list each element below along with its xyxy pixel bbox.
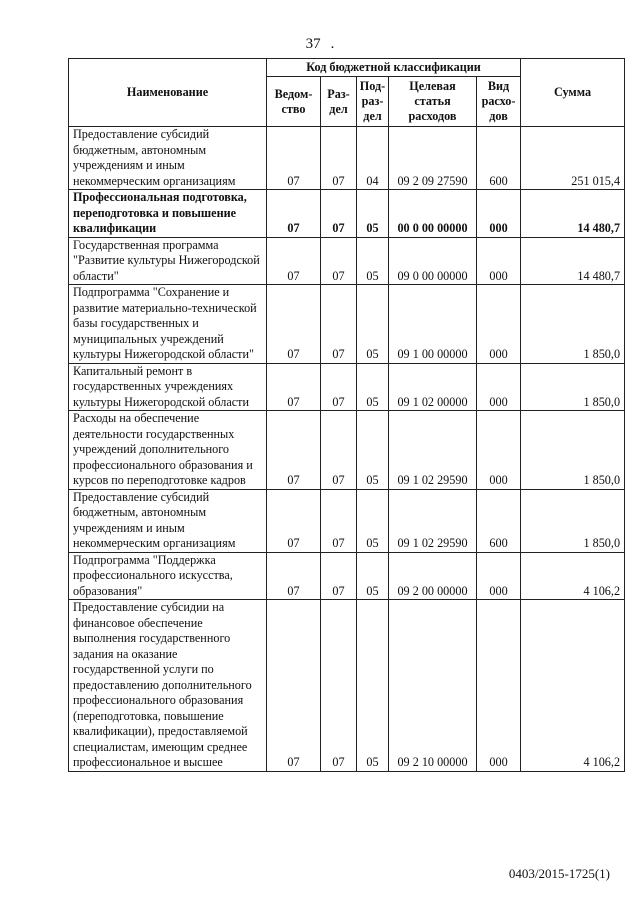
row-dept: 07 [267, 489, 321, 552]
row-exp-type: 000 [477, 190, 521, 238]
header-sum: Сумма [521, 59, 625, 127]
row-name: Предоставление субсидий бюджетным, автономным учреждениям и иным некоммерческим организациям [69, 489, 267, 552]
row-exp-type: 000 [477, 363, 521, 411]
table-row [69, 489, 625, 552]
page-mark: . [330, 36, 335, 52]
row-sum: 4 106,2 [521, 552, 625, 600]
row-name: Подпрограмма "Сохранение и развитие материально-технической базы государственных и муниципальных учреждений культуры Нижегородской области" [69, 285, 267, 364]
header-section: Раз-дел [321, 77, 357, 127]
row-sum: 1 850,0 [521, 285, 625, 364]
row-section: 07 [321, 127, 357, 190]
table-header [69, 59, 625, 127]
row-target: 09 2 10 00000 [389, 600, 477, 772]
header-exp-type: Вид расхо-дов [477, 77, 521, 127]
row-sum: 14 480,7 [521, 190, 625, 238]
header-target: Целевая статья расходов [389, 77, 477, 127]
row-dept: 07 [267, 127, 321, 190]
row-dept: 07 [267, 237, 321, 285]
row-subsection: 05 [357, 489, 389, 552]
row-name: Капитальный ремонт в государственных учреждениях культуры Нижегородской области [69, 363, 267, 411]
table-row [69, 127, 625, 190]
page-number-value: 37 [305, 36, 321, 52]
row-target: 00 0 00 00000 [389, 190, 477, 238]
row-section: 07 [321, 237, 357, 285]
row-dept: 07 [267, 552, 321, 600]
row-target: 09 0 00 00000 [389, 237, 477, 285]
row-dept: 07 [267, 363, 321, 411]
row-dept: 07 [267, 190, 321, 238]
row-subsection: 04 [357, 127, 389, 190]
row-section: 07 [321, 411, 357, 490]
row-subsection: 05 [357, 237, 389, 285]
row-sum: 251 015,4 [521, 127, 625, 190]
row-section: 07 [321, 552, 357, 600]
row-subsection: 05 [357, 600, 389, 772]
table-row [69, 600, 625, 772]
row-sum: 1 850,0 [521, 411, 625, 490]
header-subsection: Под-раз-дел [357, 77, 389, 127]
row-exp-type: 600 [477, 489, 521, 552]
row-sum: 4 106,2 [521, 600, 625, 772]
row-name: Расходы на обеспечение деятельности государственных учреждений дополнительного профессионального образования и курсов по переподготовке кадров [69, 411, 267, 490]
row-section: 07 [321, 363, 357, 411]
row-dept: 07 [267, 600, 321, 772]
row-name: Предоставление субсидий бюджетным, автономным учреждениям и иным некоммерческим организациям [69, 127, 267, 190]
row-sum: 14 480,7 [521, 237, 625, 285]
row-name: Профессиональная подготовка, переподготовка и повышение квалификации [69, 190, 267, 238]
row-target: 09 1 02 00000 [389, 363, 477, 411]
document-code: 0403/2015-1725(1) [508, 866, 610, 881]
row-exp-type: 000 [477, 285, 521, 364]
row-section: 07 [321, 489, 357, 552]
row-section: 07 [321, 190, 357, 238]
table-row [69, 190, 625, 238]
row-sum: 1 850,0 [521, 489, 625, 552]
budget-table [68, 58, 625, 772]
row-subsection: 05 [357, 363, 389, 411]
row-sum: 1 850,0 [521, 363, 625, 411]
row-exp-type: 000 [477, 411, 521, 490]
row-exp-type: 000 [477, 552, 521, 600]
table-row [69, 285, 625, 364]
row-target: 09 1 02 29590 [389, 411, 477, 490]
header-budget-code: Код бюджетной классификации [267, 59, 521, 77]
row-exp-type: 000 [477, 237, 521, 285]
row-dept: 07 [267, 285, 321, 364]
row-subsection: 05 [357, 552, 389, 600]
row-name: Государственная программа "Развитие культуры Нижегородской области" [69, 237, 267, 285]
row-section: 07 [321, 285, 357, 364]
row-target: 09 2 09 27590 [389, 127, 477, 190]
table-row [69, 363, 625, 411]
table-row [69, 411, 625, 490]
row-subsection: 05 [357, 285, 389, 364]
row-name: Подпрограмма "Поддержка профессионального искусства, образования" [69, 552, 267, 600]
table-row [69, 237, 625, 285]
row-subsection: 05 [357, 411, 389, 490]
row-target: 09 1 00 00000 [389, 285, 477, 364]
table-body [69, 127, 625, 772]
header-dept: Ведом-ство [267, 77, 321, 127]
row-target: 09 1 02 29590 [389, 489, 477, 552]
page-number [0, 36, 640, 53]
row-exp-type: 600 [477, 127, 521, 190]
header-name: Наименование [69, 59, 267, 127]
table-row [69, 552, 625, 600]
row-dept: 07 [267, 411, 321, 490]
row-subsection: 05 [357, 190, 389, 238]
row-exp-type: 000 [477, 600, 521, 772]
row-section: 07 [321, 600, 357, 772]
row-name: Предоставление субсидии на финансовое обеспечение выполнения государственного задания на оказание государственной услуги по предоставлению дополнительного профессионального образования (переподготовка, повышение квалификации), предоставляемой специалистам, имеющим среднее профессиональное и высшее [69, 600, 267, 772]
row-target: 09 2 00 00000 [389, 552, 477, 600]
